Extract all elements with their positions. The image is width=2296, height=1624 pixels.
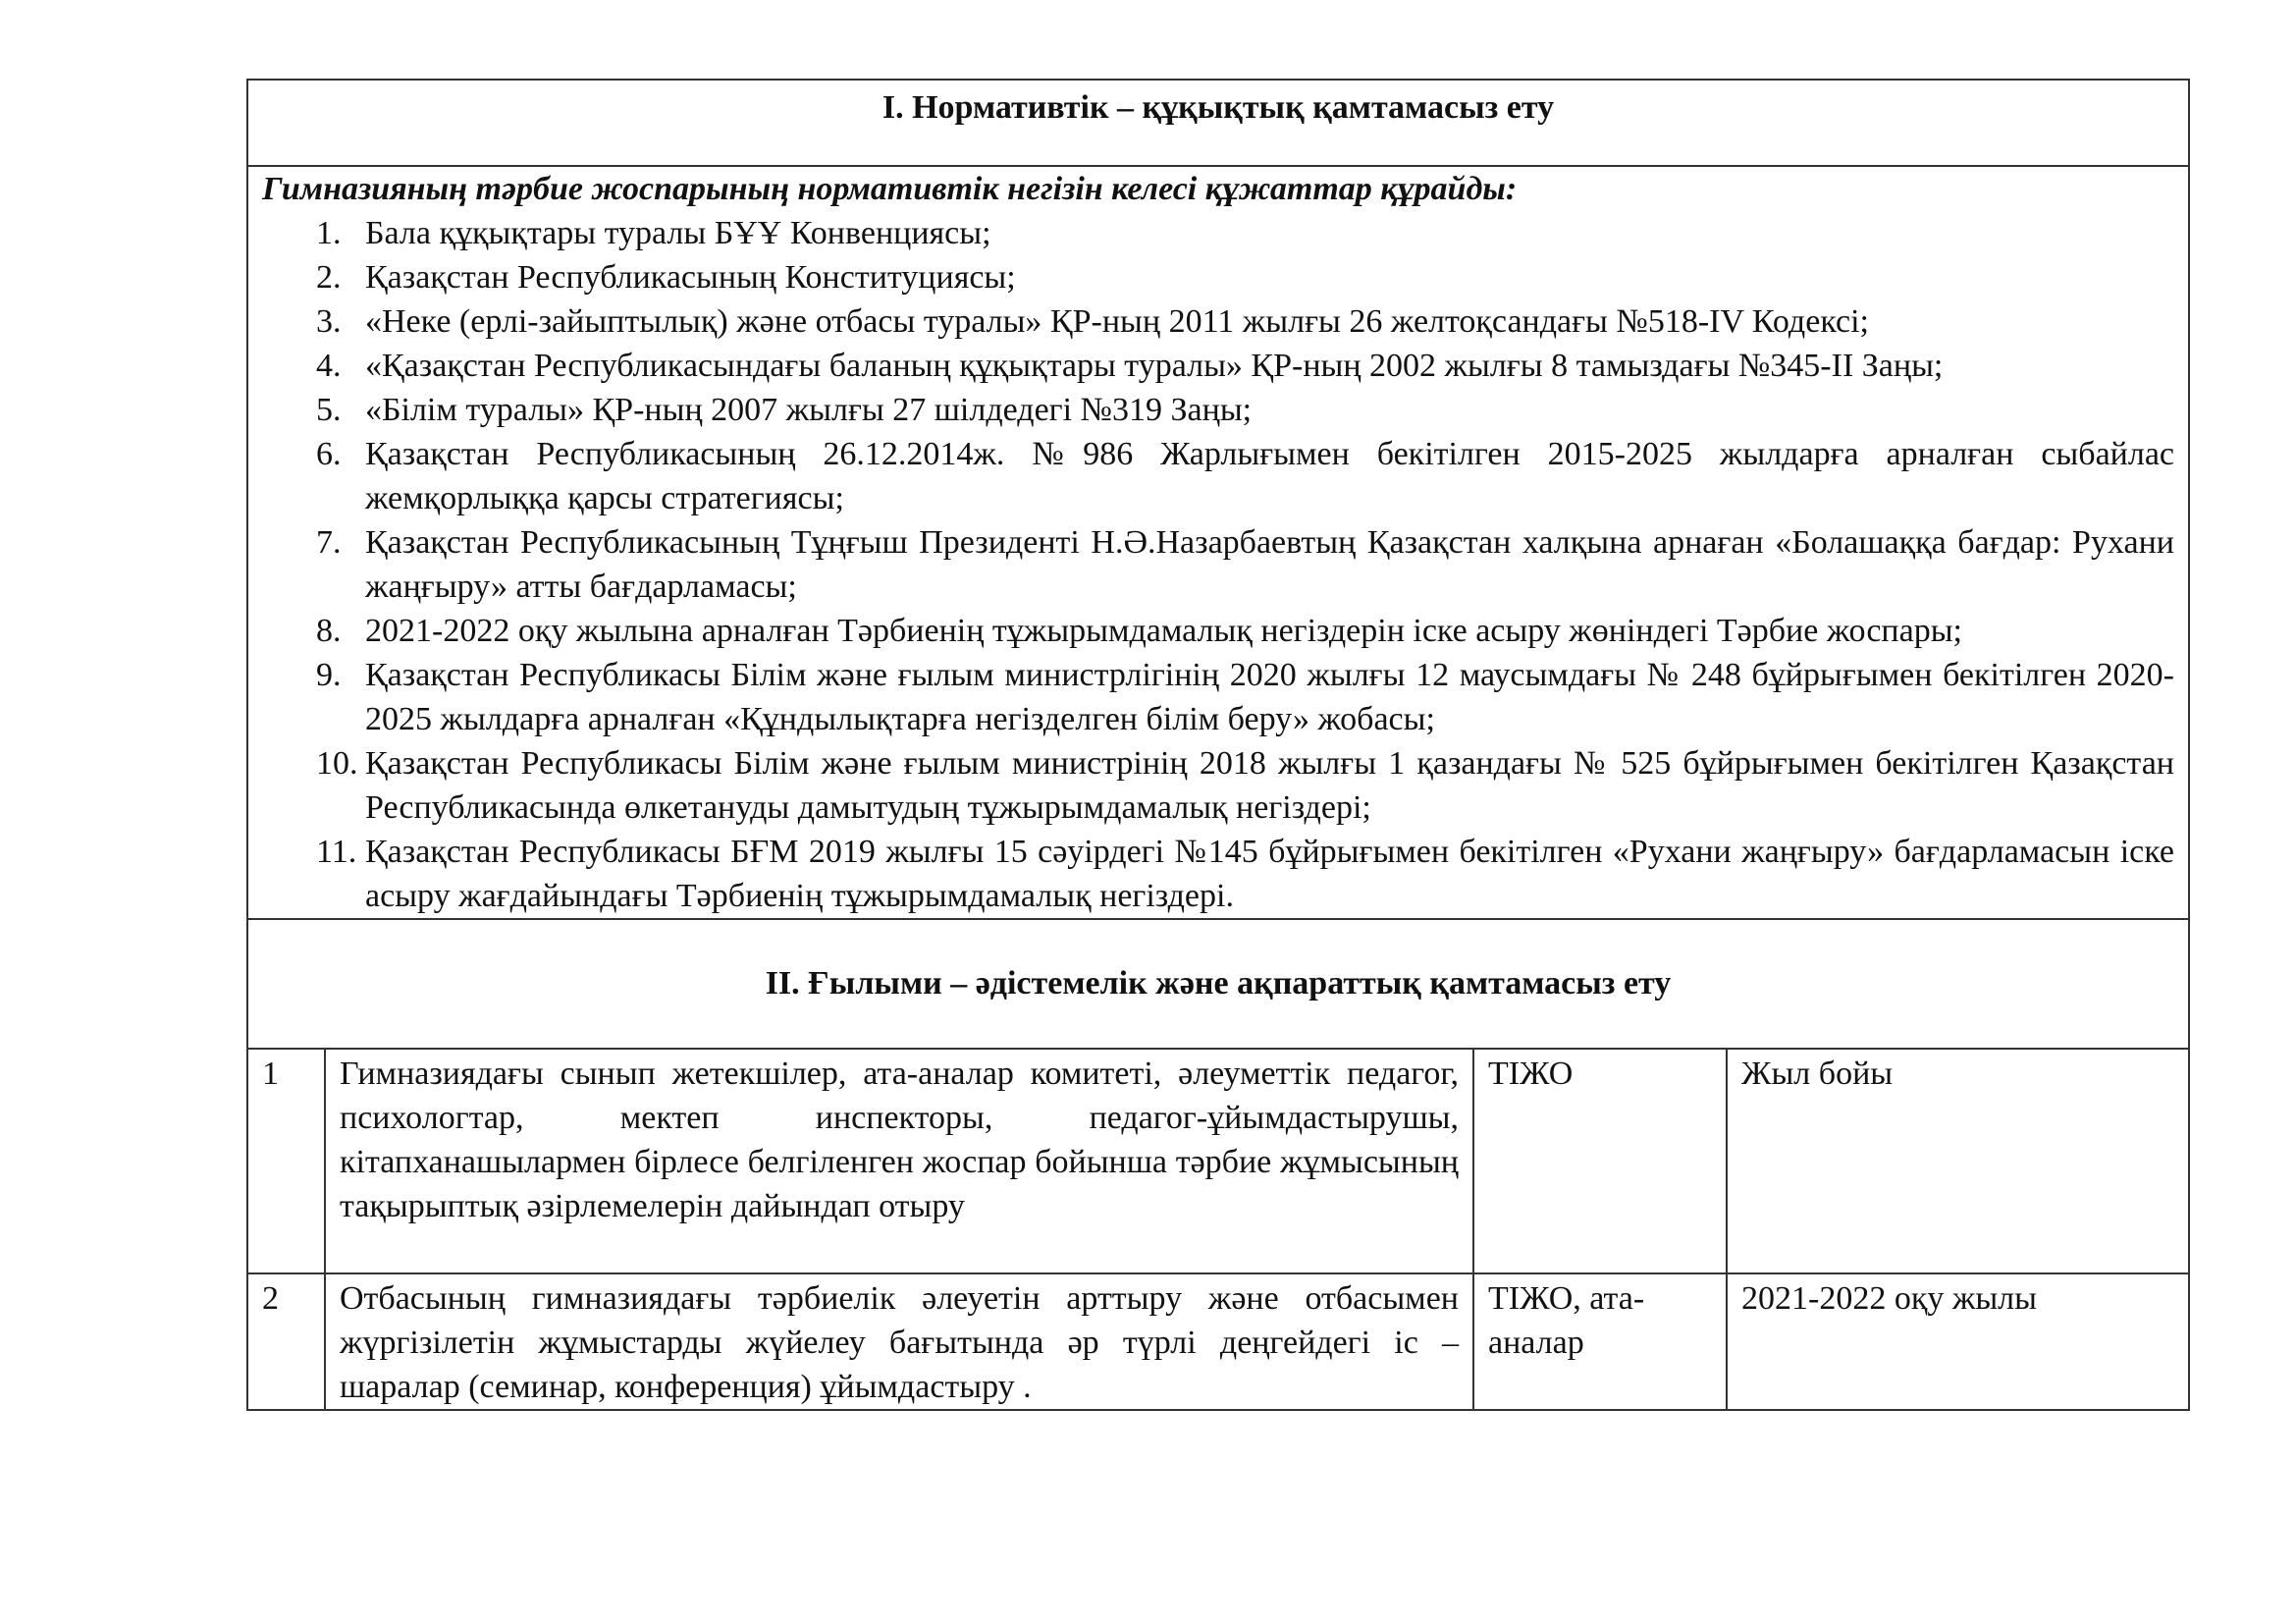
list-item-text: Қазақстан Республикасының Тұңғыш Президенті Н.Ә.Назарбаевтың Қазақстан халқына арнаған «Болашаққа бағдар: Рухани жаңғыру» атты бағдарламасы;: [365, 524, 2174, 605]
row-number: 1: [247, 1049, 325, 1273]
section1-title: I. Нормативтік – құқықтық қамтамасыз ету: [881, 89, 1555, 126]
list-item-text: Қазақстан Республикасы Білім және ғылым министрінің 2018 жылғы 1 қазандағы № 525 бұйрығымен бекітілген Қазақстан Республикасында өлкетануды дамытудың тұжырымдамалық негіздері;: [365, 745, 2174, 826]
list-item-number: 6.: [316, 436, 342, 472]
section1-list-row: [247, 166, 2189, 919]
list-item-text: Бала құқықтары туралы БҰҰ Конвенциясы;: [365, 215, 991, 251]
list-item-number: 10.: [316, 745, 358, 782]
normative-documents-list: [262, 211, 2174, 918]
list-item: [262, 211, 2174, 255]
list-item-text: «Неке (ерлі-зайыптылық) және отбасы туралы» ҚР-ның 2011 жылғы 26 желтоқсандағы №518-IV Кодексі;: [365, 303, 1869, 340]
row-responsible: ТІЖО, ата-аналар: [1473, 1273, 1727, 1410]
section1-list-cell: [247, 166, 2189, 919]
section1-header-row: [247, 80, 2189, 166]
row-responsible: ТІЖО: [1473, 1049, 1727, 1273]
list-item-text: «Қазақстан Республикасындағы баланың құқықтары туралы» ҚР-ның 2002 жылғы 8 тамыздағы №345-II Заңы;: [365, 348, 1944, 384]
list-item: [262, 520, 2174, 609]
row-deadline: 2021-2022 оқу жылы: [1727, 1273, 2189, 1410]
row-deadline: Жыл бойы: [1727, 1049, 2189, 1273]
list-item-number: 8.: [316, 613, 342, 649]
list-item-number: 9.: [316, 657, 342, 693]
section2-header-row: [247, 919, 2189, 1049]
list-item-number: 3.: [316, 303, 342, 340]
list-item-text: Қазақстан Республикасы БҒМ 2019 жылғы 15 сәуірдегі №145 бұйрығымен бекітілген «Рухани жаңғыру» бағдарламасын іске асыру жағдайындағы Тәрбиенің тұжырымдамалық негіздері.: [365, 834, 2174, 914]
row-activity: Гимназиядағы сынып жетекшілер, ата-аналар комитеті, әлеуметтік педагог, психологтар, мектеп инспекторы, педагог-ұйымдастырушы, кітапханашылармен бірлесе белгіленген жоспар бойынша тәрбие жұмысының тақырыптық әзірлемелерін дайындап отыру: [325, 1049, 1473, 1273]
list-item: [262, 609, 2174, 653]
list-item-number: 1.: [316, 215, 342, 251]
list-item-text: Қазақстан Республикасының Конституциясы;: [365, 259, 1016, 296]
table-row: [247, 1049, 2189, 1273]
section2-title: II. Ғылыми – әдістемелік және ақпараттық қамтамасыз ету: [765, 965, 1672, 1001]
list-item: [262, 432, 2174, 520]
table-row: [247, 1273, 2189, 1410]
list-item-number: 5.: [316, 392, 342, 428]
section2-header-cell: [247, 919, 2189, 1049]
list-item-text: Қазақстан Республикасының 26.12.2014ж. №986 Жарлығымен бекітілген 2015-2025 жылдарға арналған сыбайлас жемқорлыққа қарсы стратегиясы;: [365, 436, 2174, 516]
list-item: [262, 653, 2174, 741]
list-item: [262, 344, 2174, 388]
section1-intro: Гимназияның тәрбие жоспарының нормативтік негізін келесі құжаттар құрайды:: [262, 171, 1518, 207]
list-item: [262, 299, 2174, 344]
plan-table: [246, 79, 2190, 1411]
list-item-number: 2.: [316, 259, 342, 296]
list-item: [262, 741, 2174, 830]
row-number: 2: [247, 1273, 325, 1410]
list-item-text: 2021-2022 оқу жылына арналған Тәрбиенің тұжырымдамалық негіздерін іске асыру жөніндегі Тәрбие жоспары;: [365, 613, 1962, 649]
list-item-text: Қазақстан Республикасы Білім және ғылым министрлігінің 2020 жылғы 12 маусымдағы № 248 бұйрығымен бекітілген 2020-2025 жылдарға арналған «Құндылықтарға негізделген білім беру» жобасы;: [365, 657, 2174, 737]
list-item-number: 11.: [316, 834, 357, 870]
list-item-text: «Білім туралы» ҚР-ның 2007 жылғы 27 шілдедегі №319 Заңы;: [365, 392, 1253, 428]
list-item: [262, 388, 2174, 432]
section1-header-cell: [247, 80, 2189, 166]
list-item-number: 4.: [316, 348, 342, 384]
list-item-number: 7.: [316, 524, 342, 561]
list-item: [262, 830, 2174, 918]
list-item: [262, 255, 2174, 299]
row-activity: Отбасының гимназиядағы тәрбиелік әлеуетін арттыру және отбасымен жүргізілетін жұмыстарды жүйелеу бағытында әр түрлі деңгейдегі іс – шаралар (семинар, конференция) ұйымдастыру .: [325, 1273, 1473, 1410]
